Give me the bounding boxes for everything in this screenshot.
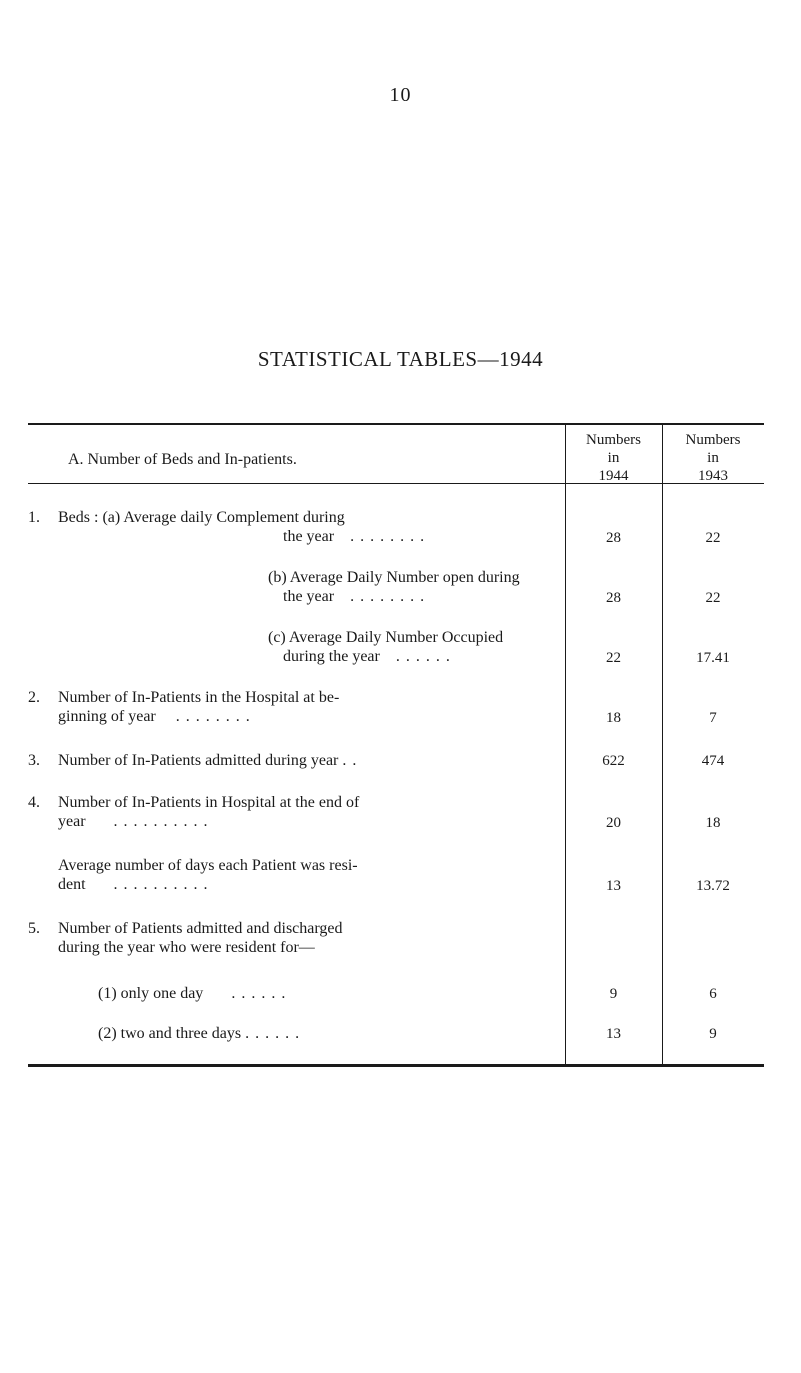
table-row-text: the year . . . . . . . . xyxy=(283,588,426,605)
value-1944: 622 xyxy=(602,753,625,769)
row-number: 4. xyxy=(28,794,40,811)
column-header-1944: Numbers in 1944 xyxy=(586,432,641,484)
table-row-text: the year . . . . . . . . xyxy=(283,528,426,545)
row-number: 1. xyxy=(28,509,40,526)
page-title: STATISTICAL TABLES—1944 xyxy=(257,347,544,371)
table-row-text: Average number of days each Patient was resi- xyxy=(58,857,358,874)
value-1944: 22 xyxy=(606,650,621,666)
row-number: 5. xyxy=(28,920,40,937)
value-1944: 28 xyxy=(606,590,621,606)
value-1943: 7 xyxy=(709,710,717,726)
table-row-text: (b) Average Daily Number open during xyxy=(268,569,520,586)
table-row-text: (c) Average Daily Number Occupied xyxy=(268,629,504,646)
table-row-text: (1) only one day . . . . . . xyxy=(98,985,287,1002)
value-1944: 18 xyxy=(606,710,621,726)
row-number: 2. xyxy=(28,689,40,706)
value-1944: 28 xyxy=(606,530,621,546)
table-row-text: during the year who were resident for— xyxy=(58,939,315,956)
table-row-text: dent . . . . . . . . . . xyxy=(58,876,209,893)
table-bottom-rule xyxy=(28,1064,764,1067)
table-header-label: A. Number of Beds and In-patients. xyxy=(68,451,297,468)
row-number: 3. xyxy=(28,752,40,769)
value-1943: 17.41 xyxy=(696,650,730,666)
value-1943: 22 xyxy=(705,590,721,606)
value-1943: 22 xyxy=(705,530,721,546)
value-1943: 474 xyxy=(701,753,725,769)
value-1943: 6 xyxy=(709,986,717,1002)
value-1943: 13.72 xyxy=(696,878,730,894)
value-1943: 9 xyxy=(709,1026,717,1042)
value-1943: 18 xyxy=(705,815,721,831)
table-row-text: ginning of year . . . . . . . . xyxy=(58,708,251,725)
statistics-table xyxy=(28,423,764,1066)
table-row-text: during the year . . . . . . xyxy=(283,648,451,665)
table-row-text: Number of In-Patients in the Hospital at be- xyxy=(58,689,340,706)
table-top-rule xyxy=(28,423,764,425)
table-row-text: Beds : (a) Average daily Complement during xyxy=(58,509,345,526)
table-row-text: Number of Patients admitted and discharged xyxy=(58,920,343,937)
table-row-text: Number of In-Patients admitted during year . . xyxy=(58,752,358,769)
table-row-text: (2) two and three days . . . . . . xyxy=(98,1025,301,1042)
table-row-text: Number of In-Patients in Hospital at the end of xyxy=(58,794,360,811)
value-1944: 20 xyxy=(606,815,621,831)
column-header-1943: Numbers in 1943 xyxy=(685,432,741,484)
value-1944: 13 xyxy=(606,1026,621,1042)
page-number: 10 xyxy=(389,84,412,106)
column-divider-1944 xyxy=(565,423,566,1066)
value-1944: 13 xyxy=(606,878,621,894)
table-row-text: year . . . . . . . . . . xyxy=(58,813,209,830)
column-divider-1943 xyxy=(662,423,663,1066)
value-1944: 9 xyxy=(609,986,618,1002)
